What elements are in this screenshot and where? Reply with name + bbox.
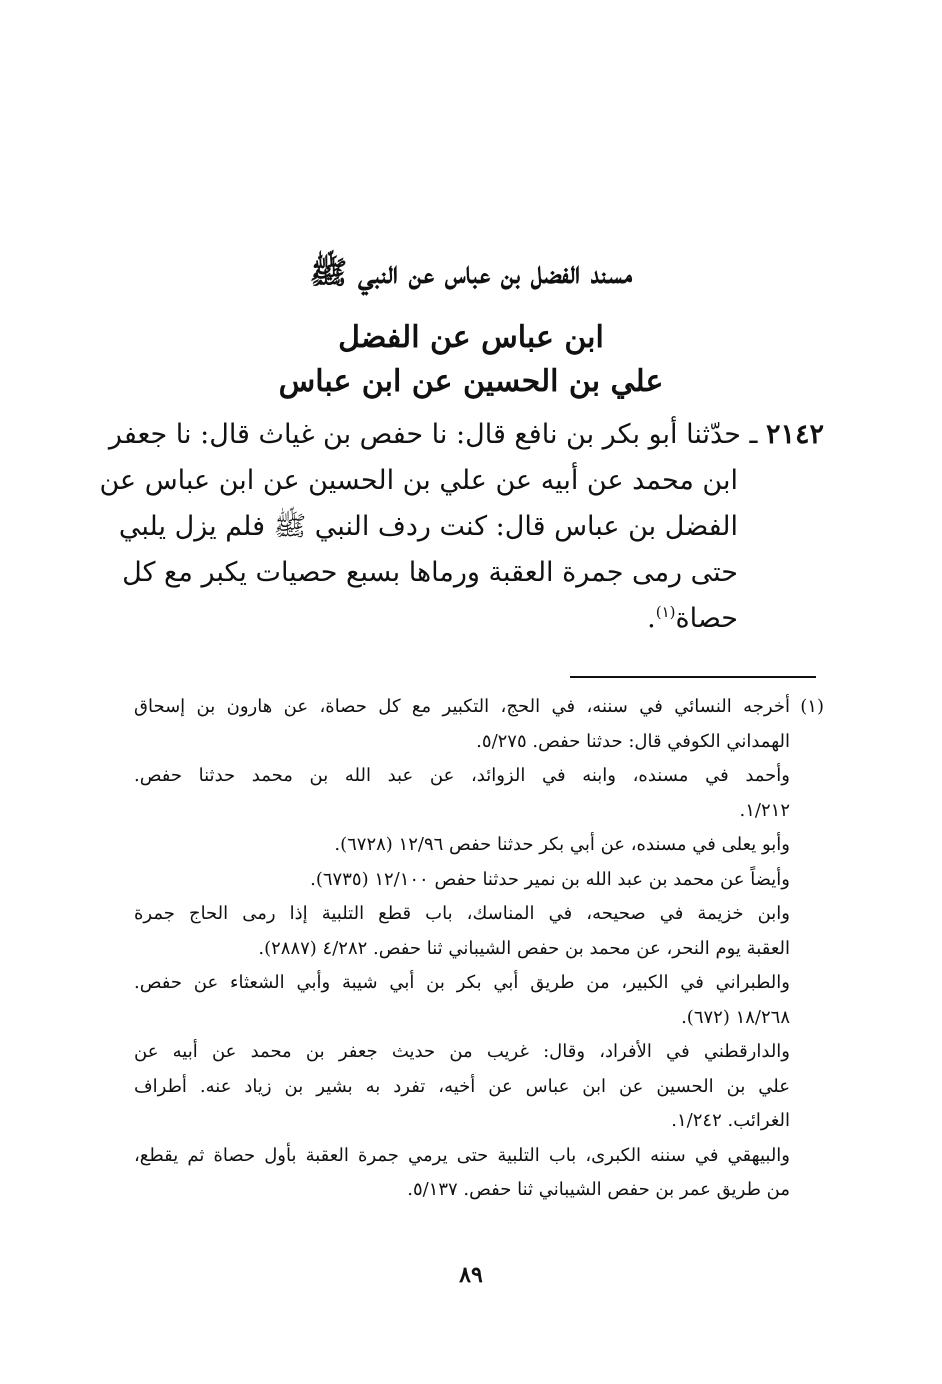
footnote-line: والبيهقي في سننه الكبرى، باب التلبية حتى يرمي جمرة العقبة بأول حصاة ثم يقطع، (134, 1144, 790, 1166)
footnote-line: والطبراني في الكبير، من طريق أبي بكر بن أبي شيبة وأبي الشعثاء عن حفص. (134, 972, 790, 993)
hadith-line: حتى رمى جمرة العقبة ورماها بسبع حصيات يكبر مع كل (122, 557, 738, 588)
footnote-line: الهمداني الكوفي قال: حدثنا حفص. ٥/٢٧٥. (476, 730, 790, 752)
hadith-line: ابن محمد عن أبيه عن علي بن الحسين عن ابن عباس عن (99, 465, 738, 496)
footnote-line: وابن خزيمة في صحيحه، في المناسك، باب قطع التلبية إذا رمى الحاج جمرة (134, 903, 790, 924)
footnote-line: من طريق عمر بن حفص الشيباني ثنا حفص. ٥/١٣٧. (407, 1179, 790, 1200)
hadith-line: ٢١٤٢ ـ حدّثنا أبو بكر بن نافع قال: نا حفص بن غياث قال: نا جعفر (108, 419, 824, 450)
footnote-line: العقبة يوم النحر، عن محمد بن حفص الشيباني ثنا حفص. ٤/٢٨٢ (٢٨٨٧). (258, 937, 790, 959)
page-number: ٨٩ (459, 1262, 483, 1288)
footnote-line: علي بن الحسين عن ابن عباس عن أخيه، تفرد به بشير بن زياد عنه. أطراف (134, 1075, 790, 1097)
footnote-line: ١/٢١٢. (739, 799, 790, 821)
hadith-line: حصاة$^{(١)}$. (647, 603, 738, 634)
footnote-reference: (١) (655, 603, 676, 621)
footnote-line: ١٨/٢٦٨ (٦٧٢). (681, 1006, 790, 1028)
footnotes (134, 690, 824, 1208)
hadith-number: ٢١٤٢ (765, 419, 824, 450)
footnote-line: وأبو يعلى في مسنده، عن أبي بكر حدثنا حفص ١٢/٩٦ (٦٧٢٨). (334, 834, 790, 855)
footnote-line: وأحمد في مسنده، وابنه في الزوائد، عن عبد الله بن محمد حدثنا حفص. (134, 765, 790, 786)
hadith-text (99, 412, 824, 642)
footnote-line: وأيضاً عن محمد بن عبد الله بن نمير حدثنا حفص ١٢/١٠٠ (٦٧٣٥). (310, 868, 790, 890)
footnote-line: الغرائب. ١/٢٤٢. (671, 1110, 790, 1131)
hadith-line: الفضل بن عباس قال: كنت ردف النبي ﷺ فلم يزل يلبي (118, 511, 738, 542)
chain-subtitle-1: ابن عباس عن الفضل (338, 320, 604, 355)
footnote-divider (570, 676, 816, 678)
footnote-marker: (١) (800, 696, 824, 717)
footnote-line: والدارقطني في الأفراد، وقال: غريب من حديث جعفر بن محمد عن أبيه عن (134, 1041, 790, 1062)
musnad-title: مسند الفضل بن عباس عن النبي ﷺ (309, 255, 633, 291)
chain-subtitle-2: علي بن الحسين عن ابن عباس (278, 364, 664, 399)
footnote-line: (١)أخرجه النسائي في سننه، في الحج، التكبير مع كل حصاة، عن هارون بن إسحاق (134, 690, 824, 725)
